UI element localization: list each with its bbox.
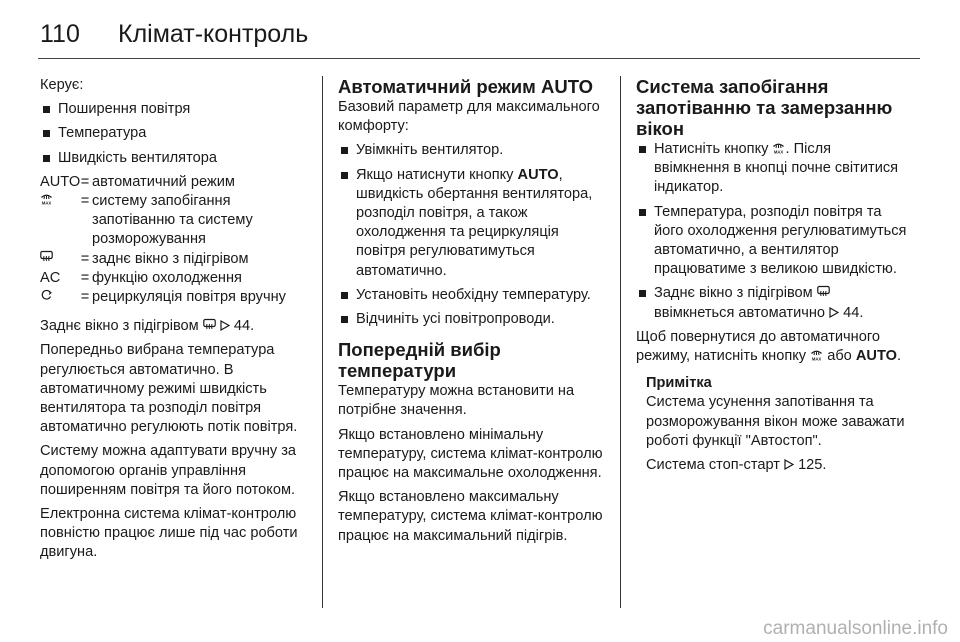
watermark: carmanualsonline.info (763, 618, 948, 639)
paragraph: Заднє вікно з підігрівом 44. (40, 318, 255, 335)
page-ref-icon (220, 320, 230, 331)
legend-desc: рециркуляція повітря вручну (92, 289, 286, 306)
rear-window-heat-icon (203, 318, 216, 331)
legend-eq: = (80, 193, 90, 210)
legend-eq: = (80, 269, 90, 286)
section-heading-temperature: Попередній вибір температури (338, 339, 501, 382)
legend-desc: заднє вікно з підігрівом (92, 250, 249, 267)
bullet-item: Температура (40, 124, 310, 143)
legend-eq: = (80, 173, 90, 190)
note-title: Примітка (646, 375, 712, 392)
legend-key-ac: AC (40, 269, 61, 286)
column-left (40, 76, 310, 568)
paragraph: Щоб повернутися до автоматичного режиму, натисніть кнопку MAX або AUTO. (636, 328, 902, 365)
paragraph: Електронна система клімат-контролю повністю працює лише під час роботи двигуна. (40, 506, 298, 561)
paragraph: Температуру можна встановити на потрібне значення. (338, 383, 575, 419)
page-header (38, 12, 920, 59)
rear-window-heat-icon (40, 250, 53, 263)
svg-text:MAX: MAX (774, 149, 784, 154)
max-defrost-icon (772, 141, 785, 154)
auto-key: AUTO (855, 348, 897, 365)
page-ref-link[interactable]: 44. (843, 304, 864, 321)
column-divider (322, 76, 323, 608)
column-divider (620, 76, 621, 608)
note-text: Система усунення запотівання та розморожування вікон може заважати роботі функції "Автостоп". (646, 394, 905, 449)
bullet-item: Поширення повітря (40, 100, 310, 119)
legend-desc: систему запобігання запотіванню та систему розморожування (92, 193, 253, 248)
legend-eq: = (80, 289, 90, 306)
bullet-item: Якщо натиснути кнопку AUTO, швидкість обертання вентилятора, розподіл повітря, а також охолодження та рециркуляція повітря регулюватимуться автоматично. (338, 166, 606, 281)
recirculation-icon (40, 288, 53, 301)
column-middle (338, 76, 606, 551)
section-heading-defrost: Система запобігання запотіванню та замерзанню вікон (636, 76, 893, 139)
auto-key: AUTO (517, 166, 559, 183)
bullet-item: Температура, розподіл повітря та його охолодження регулюватимуться автоматично, а вентилятор працюватиме з великою швидкістю. (636, 203, 908, 280)
note-block (636, 374, 908, 475)
column-right (636, 76, 908, 480)
page-ref-link[interactable]: 44. (233, 318, 255, 335)
intro-text: Керує: (40, 77, 84, 93)
page-ref-icon (829, 307, 839, 318)
control-legend (40, 173, 310, 307)
legend-eq: = (80, 250, 90, 267)
legend-desc: функцію охолодження (92, 269, 242, 286)
bullet-item: Заднє вікно з підігрівом ввімкнеться автоматично 44. (636, 284, 908, 322)
legend-key-auto: AUTO (40, 173, 81, 190)
page-title: Клімат-контроль (118, 20, 309, 48)
bullet-item: Відчиніть усі повітропроводи. (338, 310, 606, 329)
max-defrost-icon (810, 348, 823, 361)
svg-text:MAX: MAX (41, 200, 52, 206)
paragraph: Попередньо вибрана температура регулюється автоматично. В автоматичному режимі швидкість вентилятора та розподіл повітря автоматично регулюють потік повітря. (40, 342, 298, 436)
legend-desc: автоматичний режим (92, 173, 235, 190)
bullet-item: Натисніть кнопку MAX . Після ввімкнення в кнопці почне світитися індикатор. (636, 140, 908, 198)
bullet-item: Увімкніть вентилятор. (338, 141, 606, 160)
page-ref-icon (784, 459, 794, 470)
paragraph: Базовий параметр для максимального комфорту: (338, 99, 600, 135)
paragraph: Якщо встановлено максимальну температуру, система клімат-контролю працює на максимальний підігрів. (338, 489, 603, 544)
rear-window-heat-icon (817, 285, 830, 298)
paragraph: Система стоп-старт 125. (646, 457, 827, 474)
svg-text:MAX: MAX (811, 356, 822, 362)
paragraph: Якщо встановлено мінімальну температуру, система клімат-контролю працює на максимальне охолодження. (338, 426, 603, 482)
paragraph: Систему можна адаптувати вручну за допомогою органів управління поширенням повітря та його потоком. (40, 443, 297, 498)
section-heading-auto: Автоматичний режим AUTO (338, 76, 594, 97)
max-defrost-icon (40, 192, 53, 205)
bullet-item: Установіть необхідну температуру. (338, 286, 606, 305)
page-ref-link[interactable]: 125. (798, 457, 827, 474)
page-number: 110 (40, 20, 80, 48)
bullet-item: Швидкість вентилятора (40, 149, 310, 168)
